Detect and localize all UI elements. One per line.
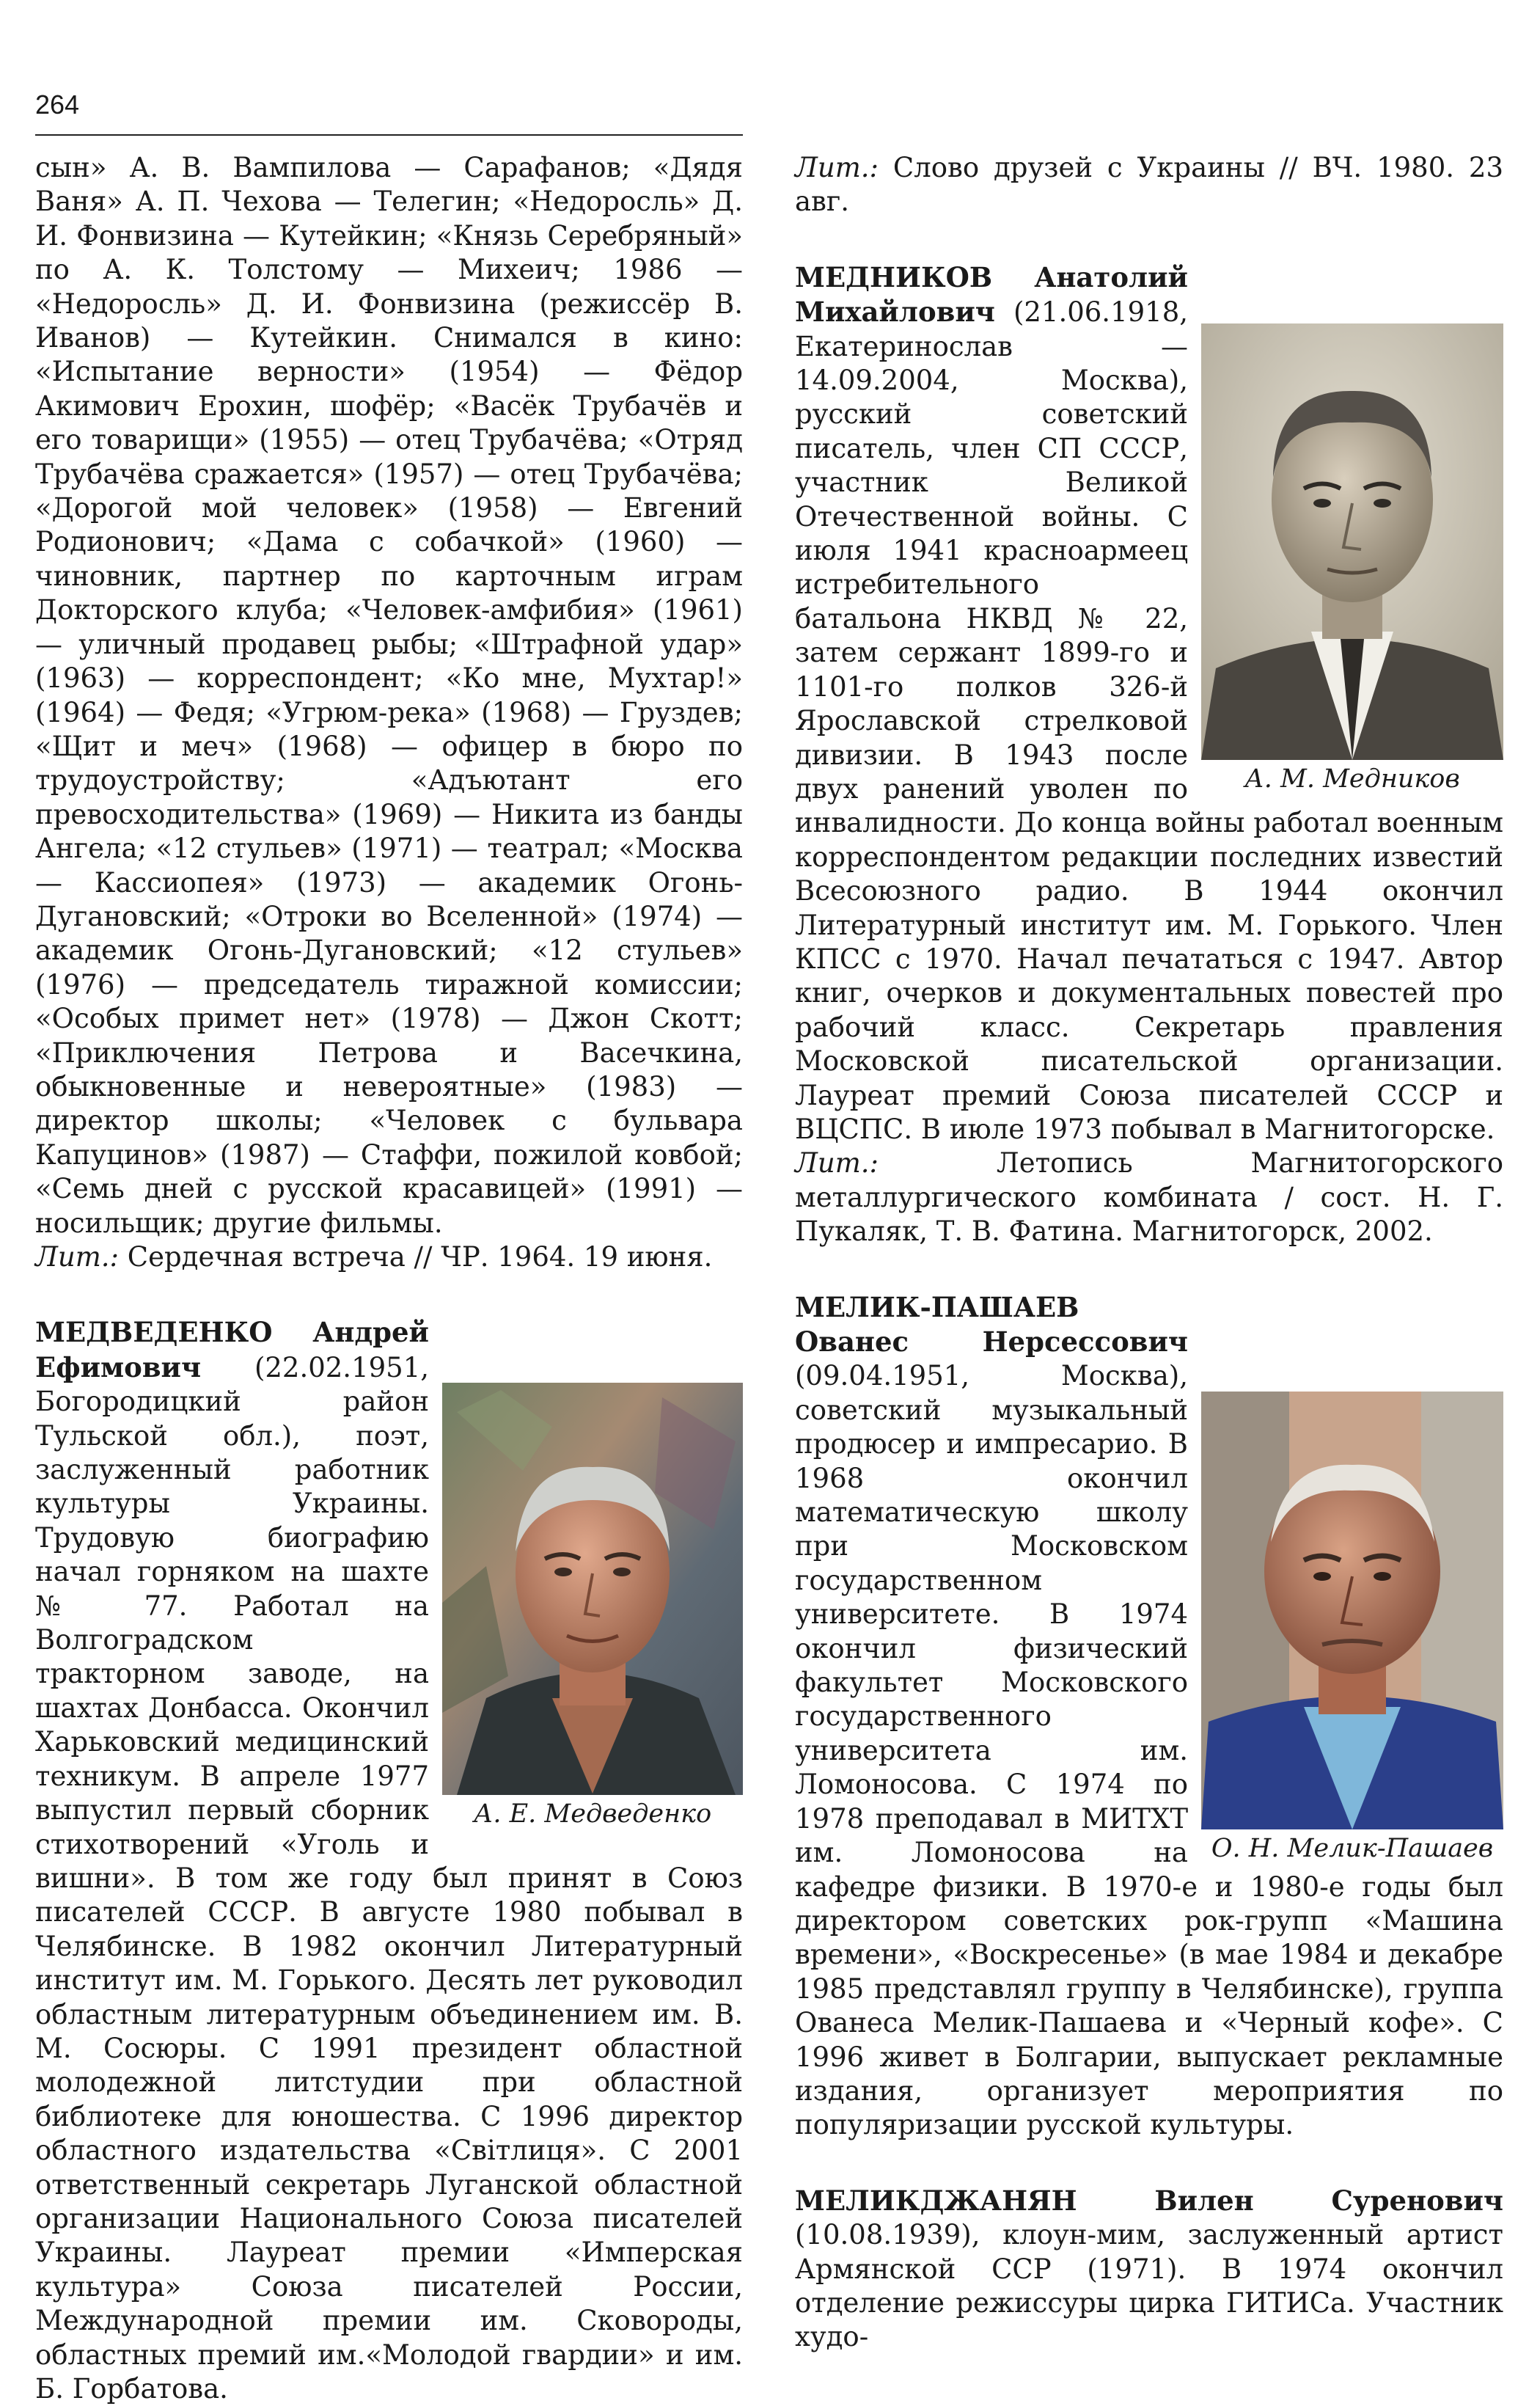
literature-label: Лит.:	[35, 1241, 120, 1273]
header-rule	[35, 134, 743, 136]
entry-name: МЕДНИКОВ Анатолий Михайлович	[795, 260, 1188, 329]
entry-name: МЕДВЕДЕНКО Андрей Ефимович	[35, 1316, 429, 1383]
literature-line	[35, 1240, 743, 1274]
continued-entry	[35, 151, 743, 1274]
portrait-caption: А. Е. Медведенко	[473, 1799, 712, 1829]
entry-text: сын» А. В. Вампилова — Сарафанов; «Дядя Ваня» А. П. Чехова — Телегин; «Недоросль» Д. И. Фонвизина — Кутейкин; «Князь Серебряный» по А. К. Толстому — Михеич; 1986 — «Недоросль» Д. И. Фонвизина (режиссёр В. Иванов) — Кутейкин. Снимался в кино: «Испытание верности» (1954) — Фёдор Акимович Ерохин, шофёр; «Васёк Трубачёв и его товарищи» (1955) — отец Трубачёва; «Отряд Трубачёва сражается» (1957) — отец Трубачёва; «Дорогой мой человек» (1958) — Евгений Родионович; «Дама с собачкой» (1960) — чиновник, партнер по карточным играм Докторского клуба; «Человек-амфибия» (1961) — уличный продавец рыбы; «Штрафной удар» (1963) — корреспондент; «Ко мне, Мухтар!» (1964) — Федя; «Угрюм-река» (1968) — Груздев; «Щит и меч» (1968) — офицер в бюро по трудоустройству; «Адъютант его превосходительства» (1969) — Никита из банды Ангела; «12 стульев» (1971) — театрал; «Москва — Кассиопея» (1973) — академик Огонь-Дугановский; «Отроки во Вселенной» (1974) — академик Огонь-Дугановский; «12 стульев» (1976) — председатель тиражной комиссии; «Особых примет нет» (1978) — Джон Скотт; «Приключения Петрова и Васечкина, обыкновенные и невероятные» (1983) — директор школы; «Человек с бульвара Капуцинов» (1987) — Стаффи, пожилой ковбой; «Семь дней с русской красавицей» (1991) — носильщик; другие фильмы.	[35, 152, 743, 1239]
portrait-caption: А. М. Медников	[1244, 764, 1460, 794]
literature-text: Летопись Магнитогорского металлургического комбината / сост. Н. Г. Пукаляк, Т. В. Фатина. Магнитогорск, 2002.	[795, 1147, 1503, 1248]
entry-body	[795, 2184, 1503, 2355]
right-column	[795, 151, 1503, 2355]
literature-label: Лит.:	[795, 152, 879, 183]
portrait-image	[1201, 323, 1503, 760]
portrait-mednikov	[1201, 323, 1503, 795]
entry-mednikov	[795, 260, 1503, 1249]
portrait-caption: О. Н. Мелик-Пашаев	[1211, 1833, 1494, 1863]
entry-melikdzhanyan	[795, 2184, 1503, 2355]
literature-label: Лит.:	[795, 1147, 879, 1180]
portrait-melik-pashaev	[1201, 1392, 1503, 1865]
entry-name: МЕЛИКДЖАНЯН Вилен Суренович	[795, 2184, 1503, 2217]
entry-text: (21.06.1918, Екатеринослав — 14.09.2004, Москва), русский советский писатель, член СП СССР, участник Великой Отечественной войны. С июля 1941 красноармеец истребительного батальона НКВД № 22, затем сержант 1899-го и 1101-го полков 326-й Ярославской стрелковой дивизии. В 1943 после двух ранений уволен по инвалидности. До конца войны работал военным корреспондентом редакции последних известий Всесоюзного радио. В 1944 окончил Литературный институт им. М. Горького. Член КПСС с 1970. Начал печататься с 1947. Автор книг, очерков и документальных повестей про рабочий класс. Секретарь правления Московской писательской организации. Лауреат премий Союза писателей СССР и ВЦСПС. В июле 1973 побывал в Магнитогорске.	[795, 296, 1503, 1145]
literature-text: Сердечная встреча // ЧР. 1964. 19 июня.	[119, 1241, 713, 1273]
literature-line	[795, 1147, 1503, 1248]
entry-text: (22.02.1951, Богородицкий район Тульской обл.), поэт, заслуженный работник культуры Украины. Трудовую биографию начал горняком на шахте № 77. Работал на Волгоградском тракторном заводе, на шахтах Донбасса. Окончил Харьковский медицинский техникум. В апреле 1977 выпустил первый сборник стихотворений «Уголь и вишни». В том же году был принят в Союз писателей СССР. В августе 1980 побывал в Челябинске. В 1982 окончил Литературный институт им. М. Горького. Десять лет руководил областным литературным объединением им. В. М. Сосюры. С 1991 президент областной молодежной литстудии при областной библиотеке для юношества. С 1996 директор областного издательства «Світлиця». С 2001 ответственный секретарь Луганской областной организации Национального Союза писателей Украины. Лауреат премии «Имперская культура» Союза писателей России, Международной премии им. Сковороды, областных премий им.«Молодой гвардии» и им. Б. Горбатова.	[35, 1351, 743, 2405]
entry-name: МЕЛИК-ПАШАЕВ Ованес Нерсессович	[795, 1290, 1188, 1358]
literature-line	[795, 151, 1503, 219]
portrait-image	[442, 1383, 743, 1795]
entry-melik-pashaev	[795, 1290, 1503, 2143]
left-column	[35, 151, 743, 2406]
entry-text: (10.08.1939), клоун-мим, заслуженный артист Армянской ССР (1971). В 1974 окончил отделение режиссуры цирка ГИТИСа. Участник худо-	[795, 2219, 1503, 2353]
entry-medvedenko	[35, 1315, 743, 2406]
continued-entry-right	[795, 151, 1503, 219]
literature-text: Слово друзей с Украины // ВЧ. 1980. 23 авг.	[795, 152, 1503, 218]
portrait-image	[1201, 1392, 1503, 1829]
portrait-medvedenko	[442, 1383, 743, 1830]
page-number: 264	[35, 89, 80, 120]
entry-text: (09.04.1951, Москва), советский музыкальный продюсер и импресарио. В 1968 окончил математическую школу при Московском государственном университете. В 1974 окончил физический факультет Московского государственного университета им. Ломоносова. С 1974 по 1978 преподавал в МИТХТ им. Ломоносова на кафедре физики. В 1970-е и 1980-е годы был директором советских рок-групп «Машина времени», «Воскресенье» (в мае 1984 и декабре 1985 представлял группу в Челябинске), группа Ованеса Мелик-Пашаева и «Черный кофе». С 1996 живет в Болгарии, выпускает рекламные издания, организует мероприятия по популяризации русской культуры.	[795, 1360, 1503, 2141]
